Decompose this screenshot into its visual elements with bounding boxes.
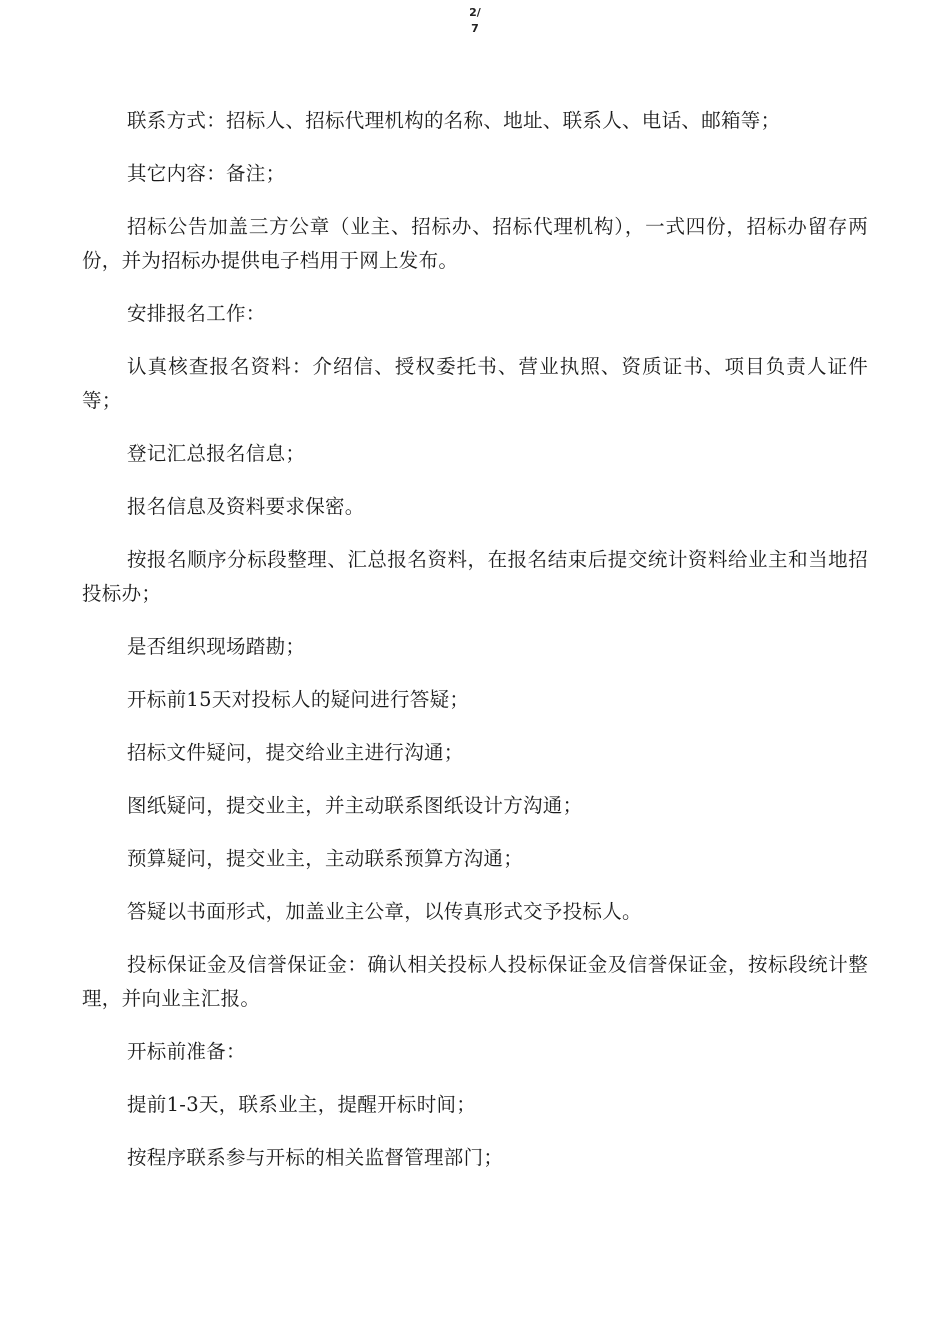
paragraph-site-visit: 是否组织现场踏勘； (127, 635, 306, 658)
page-number-bottom: 7 (471, 22, 479, 35)
paragraph-budget-questions: 预算疑问，提交业主，主动联系预算方沟通； (127, 847, 524, 870)
page-number (0, 5, 950, 37)
paragraph-official-seal: 招标公告加盖三方公章（业主、招标办、招标代理机构），一式四份，招标办留存两份，并为招标办提供电子档用于网上发布。 (82, 215, 868, 272)
paragraph-bid-deposit: 投标保证金及信誉保证金：确认相关投标人投标保证金及信誉保证金，按标段统计整理，并向业主汇报。 (82, 953, 868, 1010)
paragraph-organize-materials: 按报名顺序分标段整理、汇总报名资料，在报名结束后提交统计资料给业主和当地招投标办； (82, 548, 868, 605)
paragraph-tender-doc-questions: 招标文件疑问，提交给业主进行沟通； (127, 741, 464, 764)
paragraph-opening-prep-heading: 开标前准备： (127, 1040, 246, 1063)
paragraph-contact-supervisors: 按程序联系参与开标的相关监督管理部门； (127, 1146, 504, 1169)
paragraph-qa-before-opening: 开标前15天对投标人的疑问进行答疑； (127, 688, 470, 711)
document-body (82, 104, 868, 1194)
paragraph-drawing-questions: 图纸疑问，提交业主，并主动联系图纸设计方沟通； (127, 794, 583, 817)
paragraph-verify-materials: 认真核查报名资料：介绍信、授权委托书、营业执照、资质证书、项目负责人证件等； (82, 355, 868, 412)
paragraph-reminder: 提前1-3天，联系业主，提醒开标时间； (127, 1093, 477, 1116)
paragraph-written-answers: 答疑以书面形式，加盖业主公章，以传真形式交予投标人。 (127, 900, 642, 923)
paragraph-confidential: 报名信息及资料要求保密。 (127, 495, 365, 518)
paragraph-other-content: 其它内容：备注； (127, 162, 286, 185)
paragraph-registration-heading: 安排报名工作： (127, 302, 266, 325)
page-number-top: 2/ (469, 6, 481, 19)
paragraph-contact-info: 联系方式：招标人、招标代理机构的名称、地址、联系人、电话、邮箱等； (127, 109, 781, 132)
paragraph-register-info: 登记汇总报名信息； (127, 442, 306, 465)
